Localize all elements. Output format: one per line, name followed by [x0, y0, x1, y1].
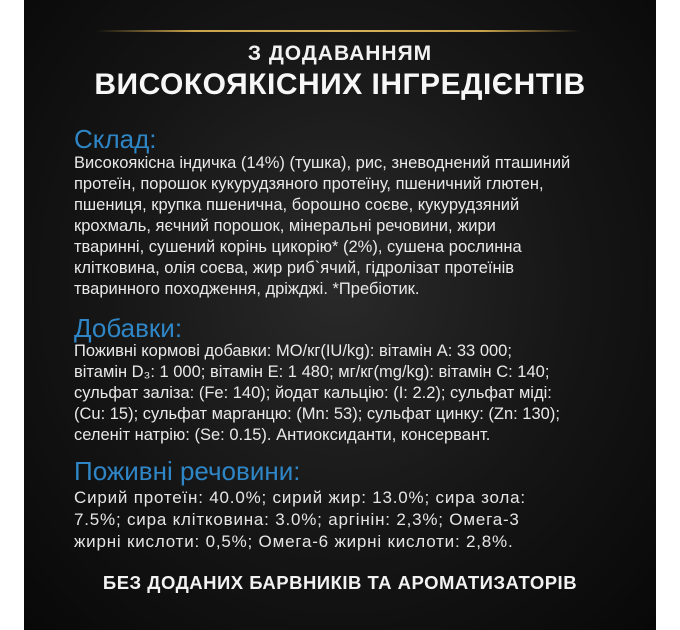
nutrients-text: Сирий протеїн: 40.0%; сирий жир: 13.0%; сира зола: 7.5%; сира клітковина: 3.0%; аргінін: 2,3%; Омега-3 жирні кислоти: 0,5%; Омега-6 жирні кислоти: 2,8%.	[74, 488, 526, 551]
additives-text: Поживні кормові добавки: МО/кг(IU/kg): вітамін А: 33 000; вітамін D₃: 1 000; вітамін Е: 1 480; мг/кг(mg/kg): вітамін С: 140; сульфат заліза: (Fe: 140); йодат кальцію: (I: 2.2); сульфат міді: (Cu: 15); сульфат марганцю: (Mn: 53); сульфат цинку: (Zn: 130); селеніт натрію: (Se: 0.15). Антиоксиданти, консервант.	[74, 342, 560, 444]
footer-claim: БЕЗ ДОДАНИХ БАРВНИКІВ ТА АРОМАТИЗАТОРІВ	[102, 572, 578, 593]
nutrients-title: Поживні речовини:	[74, 456, 301, 486]
composition-text: Високоякісна індичка (14%) (тушка), рис, зневоднений пташиний протеїн, порошок кукурудзяного протеїну, пшеничний глютен, пшениця, крупка пшенична, борошно соєве, кукурудзяний крохмаль, яєчний порошок, мінеральні речовини, жири тваринні, сушений корінь цикорію* (2%), сушена рослинна клітковина, олія соєва, жир риб`ячий, гідролізат протеїнів тваринного походження, дріжджі. *Пребіотик.	[74, 154, 571, 298]
additives-title: Добавки:	[74, 313, 183, 343]
header-title: ВИСОКОЯКІСНИХ ІНГРЕДІЄНТІВ	[94, 68, 586, 101]
gold-divider	[96, 30, 580, 32]
ingredients-panel	[24, 0, 656, 630]
header-subtitle: З ДОДАВАННЯМ	[247, 42, 433, 65]
composition-title: Склад:	[74, 124, 157, 154]
